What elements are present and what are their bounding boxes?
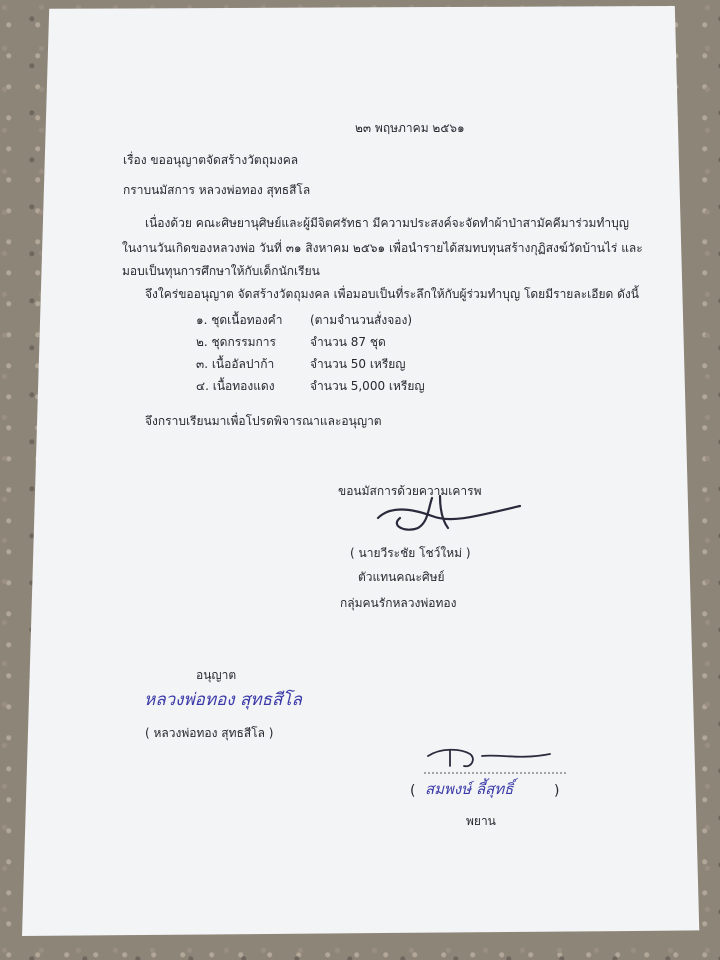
witness-open-paren: (: [410, 783, 416, 799]
letter-subject: เรื่อง ขออนุญาตจัดสร้างวัตถุมงคล: [123, 153, 299, 167]
letter-date: ๒๓ พฤษภาคม ๒๕๖๑: [355, 121, 465, 135]
body-line-3: มอบเป็นทุนการศึกษาให้กับเด็กนักเรียน: [122, 264, 320, 278]
regards: ขอนมัสการด้วยความเคารพ: [338, 484, 482, 498]
item-detail: จำนวน 5,000 เหรียญ: [310, 379, 425, 393]
item-detail: จำนวน 50 เหรียญ: [310, 357, 406, 371]
signer-name: ( นายวีระชัย โชว์ใหม่ ): [350, 546, 471, 560]
letter-salutation: กราบนมัสการ หลวงพ่อทอง สุทธสีโล: [123, 183, 311, 197]
signer-title: ตัวแทนคณะศิษย์: [358, 570, 445, 584]
approval-label: อนุญาต: [196, 668, 237, 682]
signer-group: กลุ่มคนรักหลวงพ่อทอง: [340, 596, 457, 610]
item-name: ๒. ชุดกรรมการ: [196, 335, 276, 349]
body-line-2: ในงานวันเกิดของหลวงพ่อ วันที่ ๓๑ สิงหาคม ๒๕๖๑ เพื่อนำรายได้สมทบทุนสร้างกุฏิสงฆ์วัดบ้านไร่ และ: [122, 241, 643, 255]
item-name: ๔. เนื้อทองแดง: [196, 379, 275, 393]
witness-handwritten-name: สมพงษ์ ลี้สุทธิ์: [425, 780, 514, 798]
approver-name: ( หลวงพ่อทอง สุทธสีโล ): [145, 726, 274, 740]
item-detail: (ตามจำนวนสั่งจอง): [310, 313, 412, 327]
item-detail: จำนวน 87 ชุด: [310, 335, 386, 349]
item-name: ๑. ชุดเนื้อทองคำ: [196, 313, 283, 327]
witness-close-paren: ): [554, 783, 560, 799]
item-name: ๓. เนื้ออัลปาก้า: [196, 357, 275, 371]
witness-label: พยาน: [466, 814, 496, 828]
body-line-4: จึงใคร่ขออนุญาต จัดสร้างวัตถุมงคล เพื่อมอบเป็นที่ระลึกให้กับผู้ร่วมทำบุญ โดยมีรายละเอียด ดังนี้: [145, 287, 639, 301]
approver-handwritten-signature: หลวงพ่อทอง สุทธสีโล: [144, 690, 302, 710]
closing-line: จึงกราบเรียนมาเพื่อโปรดพิจารณาและอนุญาต: [145, 414, 382, 428]
body-line-1: เนื่องด้วย คณะศิษยานุศิษย์และผู้มีจิตศรัทธา มีความประสงค์จะจัดทำผ้าป่าสามัคคีมาร่วมทำบุญ: [145, 216, 629, 230]
